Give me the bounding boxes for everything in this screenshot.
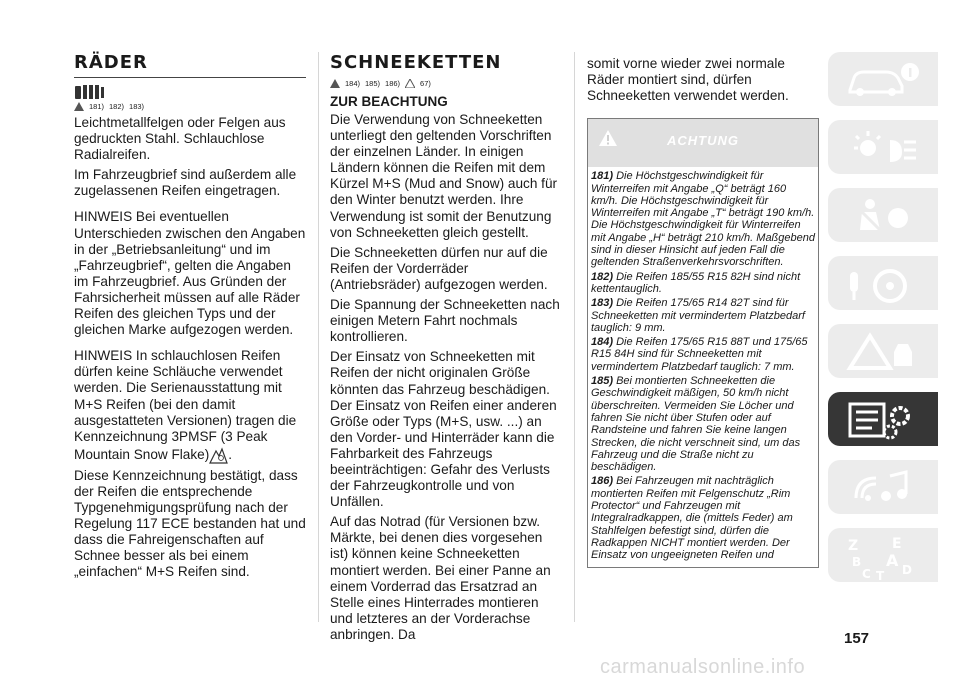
note-183 xyxy=(591,297,815,334)
tab-car-info[interactable] xyxy=(828,52,938,106)
subheading: ZUR BEACHTUNG xyxy=(330,94,448,109)
paragraph: Auf das Notrad (für Versionen bzw. Märkte, bei denen dies vorgesehen ist) können keine Schneeketten montiert werden. Bei einer Panne an einem Vorderrad das Ersatzrad an Stelle eines Hinterrades montieren und letzteres an der Vorderachse anbringen. Da xyxy=(330,514,551,642)
column-divider xyxy=(318,52,319,622)
warning-icon xyxy=(330,79,340,88)
index-letter: C xyxy=(862,567,871,580)
tab-technical-data[interactable] xyxy=(828,392,938,446)
3pmsf-mountain-snowflake-icon xyxy=(209,445,228,464)
safety-airbag-icon xyxy=(846,196,920,236)
page-number: 157 xyxy=(844,630,870,647)
note-number: 185) xyxy=(591,375,614,388)
paragraph: Der Einsatz von Schneeketten mit Reifen der nicht originalen Größe könnten das Fahrzeug beschädigen. Der Einsatz von Reifen einer anderen Größe oder Typs (M+S, usw. ...) an den Vorder- und Hinterräder kann die Fahrbarkeit des Fahrzeugs beeinträchtigen: Gefahr des Verlusts der Fahrzeugkontrolle und von Unfällen. xyxy=(330,349,557,510)
multimedia-icon xyxy=(846,468,920,508)
tab-emergency[interactable] xyxy=(828,324,938,378)
column-divider xyxy=(574,52,575,622)
index-letter: E xyxy=(892,536,902,552)
index-letter: A xyxy=(886,551,899,570)
note-number: 183) xyxy=(591,297,614,310)
index-letter: Z xyxy=(848,538,859,554)
paragraph: somit vorne wieder zwei normale Räder montiert sind, dürfen Schneeketten verwendet werden. xyxy=(587,56,789,104)
note-181 xyxy=(591,170,815,268)
note-number: 184) xyxy=(591,336,614,349)
tire-icon xyxy=(74,84,110,100)
ref-181[interactable]: 181) xyxy=(89,102,105,111)
chapter-tabs xyxy=(828,52,938,596)
note-182 xyxy=(591,271,815,296)
warning-triangle-icon xyxy=(846,332,920,372)
note-184 xyxy=(591,336,815,373)
paragraph xyxy=(74,348,306,464)
paragraph: Die Schneeketten dürfen nur auf die Reifen der Vorderräder (Antriebsräder) aufgezogen werden. xyxy=(330,244,548,292)
note-number: 186) xyxy=(591,475,614,488)
ref-186[interactable]: 186) xyxy=(385,79,401,88)
paragraph: Diese Kennzeichnung bestätigt, dass der Reifen die entsprechende Typgenehmigungsprüfung nach der Regelung 117 ECE bestanden hat und dass die Fahreigenschaften auf Schnee besser als bei einem „einfachen“ M+S Reifen sind. xyxy=(74,467,306,580)
warning-refs xyxy=(74,102,306,111)
index-letter: D xyxy=(902,563,912,577)
note-text: Die Höchstgeschwindigkeit für Winterreifen mit Angabe „Q“ beträgt 160 km/h. Die Höchstgeschwindigkeit für Winterreifen mit Angabe „T“ beträgt 190 km/h. Die Höchstgeschwindigkeit für Winterreifen mit Angabe „H“ beträgt 210 km/h. Maßgebend sind in dieser Hinsicht auf jeden Fall die geltenden Straßenverkehrsvorschriften. xyxy=(591,170,815,269)
note-text: Bei montierten Schneeketten die Geschwindigkeit mäßigen, 50 km/h nicht überschreiten. Vermeiden Sie Löcher und fahren Sie nicht über Stufen oder auf Randsteine und fahren Sie keine langen Strecken, die nicht verschneit sind, um das Fahrzeug und die Straße nicht zu beschädigen. xyxy=(591,375,801,474)
paragraph: Die Spannung der Schneeketten nach einigen Metern Fahrt nochmals kontrollieren. xyxy=(330,297,560,345)
column-continuation xyxy=(587,56,819,568)
note-text: Die Reifen 175/65 R14 82T sind für Schneeketten mit vermindertem Platzbedarf tauglich: 9 mm. xyxy=(591,297,805,334)
paragraph-text: HINWEIS In schlauchlosen Reifen dürfen keine Schläuche verwendet werden. Die Serienausstattung mit M+S Reifen (bei den damit ausgestatteten Versionen) tragen die Kennzeichnung 3PMSF (3 Peak Mountain Snow Flake) xyxy=(74,348,297,462)
note-text: Die Reifen 185/55 R15 82H sind nicht kettentauglich. xyxy=(591,270,801,295)
index-icon xyxy=(846,536,920,580)
note-number: 182) xyxy=(591,270,614,283)
watermark: carmanualsonline.info xyxy=(600,656,806,678)
ref-185[interactable]: 185) xyxy=(365,79,381,88)
note-185 xyxy=(591,375,815,473)
tab-index[interactable] xyxy=(828,528,938,582)
tab-multimedia[interactable] xyxy=(828,460,938,514)
tab-starting-driving[interactable] xyxy=(828,256,938,310)
ref-182[interactable]: 182) xyxy=(109,102,125,111)
technical-data-icon xyxy=(846,400,920,440)
column-raeder xyxy=(74,52,306,584)
warning-icon xyxy=(74,102,84,111)
index-letter: T xyxy=(876,569,885,580)
warning-callout xyxy=(587,118,819,568)
callout-title: ACHTUNG xyxy=(667,133,739,149)
paragraph: Leichtmetallfelgen oder Felgen aus gedruckten Stahl. Schlauchlose Radialreifen. xyxy=(74,115,286,163)
ref-183[interactable]: 183) xyxy=(129,102,145,111)
paragraph: Die Verwendung von Schneeketten unterliegt den geltenden Vorschriften der einzelnen Länder. In einigen Ländern können die Reifen mit dem Kürzel M+S (Mud and Snow) auch für den Winter benutzt werden. Ihre Verwendung ist somit der Benutzung von Schneeketten gleich gestellt. xyxy=(330,112,558,240)
steering-start-icon xyxy=(846,264,920,304)
paragraph-text: . xyxy=(228,446,233,462)
note-text: Die Reifen 175/65 R15 88T und 175/65 R15 84H sind für Schneeketten mit vermindertem Platzbedarf tauglich: 7 mm. xyxy=(591,336,808,373)
tab-safety[interactable] xyxy=(828,188,938,242)
ref-67[interactable]: 67) xyxy=(420,79,431,88)
section-heading-raeder: RÄDER xyxy=(74,52,148,73)
section-heading-schneeketten: SCHNEEKETTEN xyxy=(330,52,502,73)
note-186 xyxy=(591,475,815,561)
heading-rule xyxy=(74,77,306,78)
tab-dashboard-lights[interactable] xyxy=(828,120,938,174)
index-letter: B xyxy=(852,555,862,569)
car-info-icon xyxy=(846,60,920,100)
ref-184[interactable]: 184) xyxy=(345,79,361,88)
paragraph: Im Fahrzeugbrief sind außerdem alle zugelassenen Reifen eingetragen. xyxy=(74,167,297,199)
note-text: Bei Fahrzeugen mit nachträglich montierten Reifen mit Felgenschutz „Rim Protector“ und Fahrzeugen mit Integralradkappen, die (mittels Feder) am Stahlfelgen befestigt sind, dürfen die Radkappen NICHT montiert werden. Der Einsatz von ungeeigneten Reifen und xyxy=(591,475,793,562)
warning-refs xyxy=(330,79,562,88)
column-schneeketten xyxy=(330,52,562,647)
paragraph: HINWEIS Bei eventuellen Unterschieden zwischen den Angaben in der „Betriebsanleitung“ und im „Fahrzeugbrief“, gelten die Angaben im Fahrzeugbrief. Aus Gründen der Fahrsicherheit müssen auf alle Räder Reifen des gleichen Typs und der gleichen Marke aufgezogen werden. xyxy=(74,209,306,338)
callout-header xyxy=(588,119,818,167)
callout-body xyxy=(588,167,818,567)
dashboard-lights-icon xyxy=(846,128,920,168)
note-number: 181) xyxy=(591,170,614,183)
info-triangle-icon xyxy=(405,79,415,88)
